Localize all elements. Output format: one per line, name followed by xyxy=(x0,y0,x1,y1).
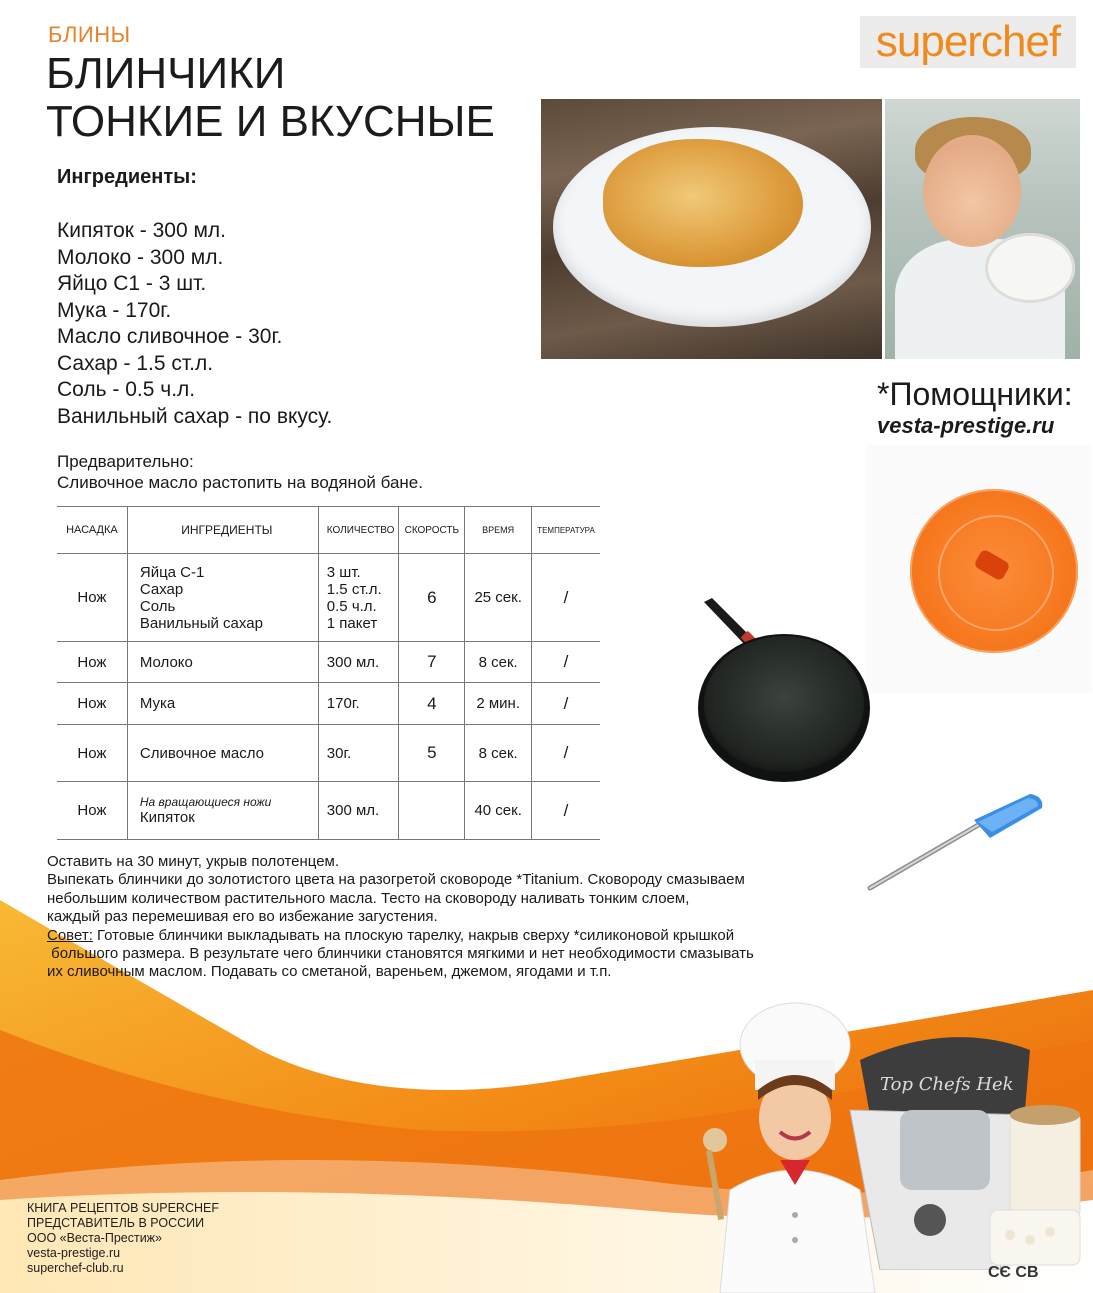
cell-temperature: / xyxy=(532,683,601,725)
cell-time: 8 сек. xyxy=(465,642,532,683)
tip-text: Готовые блинчики выкладывать на плоскую тарелку, накрыв сверху *силиконовой крышкой xyxy=(92,926,735,944)
helpers-label: *Помощники: xyxy=(877,376,1073,412)
footer-company: ООО «Веста-Престиж» xyxy=(27,1231,162,1245)
boy-face xyxy=(923,135,1021,247)
tip-line xyxy=(47,927,837,945)
ingredient-item: Соль - 0.5 ч.л. xyxy=(57,378,196,401)
cell-ingredient-line: Ванильный сахар xyxy=(139,614,263,632)
instruction-line: Выпекать блинчики до золотистого цвета на разогретой сковороде *Titanium. Сковороду смазываем xyxy=(47,871,745,889)
instruction-line: Оставить на 30 минут, укрыв полотенцем. xyxy=(47,853,340,870)
cell-quantity-line: 3 шт. xyxy=(326,563,361,581)
cell-ingredient-line: Яйца С-1 xyxy=(139,563,205,581)
table-row xyxy=(57,782,600,840)
col-header-nozzle: НАСАДКА xyxy=(57,507,127,554)
cell-quantity: 300 мл. xyxy=(318,642,399,683)
cell-ingredients xyxy=(127,782,318,840)
cell-speed xyxy=(399,782,465,840)
col-header-temperature: ТЕМПЕРАТУРА xyxy=(532,507,601,554)
cell-nozzle: Нож xyxy=(57,725,127,782)
instruction-line: небольшим количеством растительного масла. Тесто на сковороду наливать тонким слоем, xyxy=(47,889,690,907)
boy-plate xyxy=(985,233,1075,303)
table-row xyxy=(57,683,600,725)
instruction-line: каждый раз перемешивая его во избежание загустения. xyxy=(47,908,438,926)
cell-ingredients xyxy=(127,554,318,642)
tip-label: Совет: xyxy=(47,926,93,944)
footer-representative: ПРЕДСТАВИТЕЛЬ В РОССИИ xyxy=(27,1216,205,1230)
preliminary-text: Сливочное масло растопить на водяной бане. xyxy=(57,473,423,492)
cell-temperature: / xyxy=(532,782,601,840)
cell-time: 8 сек. xyxy=(465,725,532,782)
footer-link[interactable]: superchef-club.ru xyxy=(27,1261,124,1275)
recipe-category: БЛИНЫ xyxy=(48,22,131,47)
machine-label: Top Chefs Hek xyxy=(880,1074,1014,1095)
title-line-2: ТОНКИЕ И ВКУСНЫЕ xyxy=(46,97,495,146)
preliminary-label: Предварительно: xyxy=(57,452,194,471)
cell-speed: 5 xyxy=(399,725,465,782)
cell-ingredient-line: Соль xyxy=(139,597,176,615)
instruction-line: большого размера. В результате чего блинчики становятся мягкими и нет необходимости смазывать xyxy=(47,945,754,963)
cell-quantity: 300 мл. xyxy=(318,782,399,840)
col-header-quantity: КОЛИЧЕСТВО xyxy=(318,507,399,554)
boy-eating-photo xyxy=(885,99,1080,359)
cell-temperature: / xyxy=(532,554,601,642)
cell-temperature: / xyxy=(532,642,601,683)
footer-book-title: КНИГА РЕЦЕПТОВ SUPERCHEF xyxy=(27,1201,219,1215)
table-row xyxy=(57,642,600,683)
superchef-logo: superchef xyxy=(860,16,1076,68)
cell-quantity-line: 1 пакет xyxy=(326,614,378,632)
col-header-time: ВРЕМЯ xyxy=(465,507,532,554)
top-chef-machine-illustration xyxy=(840,1020,1090,1270)
cell-speed: 7 xyxy=(399,642,465,683)
cell-nozzle: Нож xyxy=(57,782,127,840)
cell-time: 2 мин. xyxy=(465,683,532,725)
pancake-shape xyxy=(603,139,803,267)
cell-nozzle: Нож xyxy=(57,642,127,683)
ingredient-item: Масло сливочное - 30г. xyxy=(57,325,283,348)
ingredient-item: Ванильный сахар - по вкусу. xyxy=(57,404,333,428)
preliminary-note xyxy=(57,451,423,493)
ingredient-item: Молоко - 300 мл. xyxy=(57,245,224,269)
recipe-title xyxy=(46,50,495,146)
cell-ingredients: Молоко xyxy=(127,642,318,683)
silicone-lid-image xyxy=(866,445,1092,693)
certification-marks: CЄ СВ xyxy=(988,1264,1039,1281)
col-header-speed: СКОРОСТЬ xyxy=(399,507,465,554)
cell-ingredients: Сливочное масло xyxy=(127,725,318,782)
cell-note: На вращающиеся ножи xyxy=(139,795,272,809)
cell-nozzle: Нож xyxy=(57,683,127,725)
col-header-ingredients: ИНГРЕДИЕНТЫ xyxy=(127,507,318,554)
cell-quantity: 170г. xyxy=(318,683,399,725)
frying-pan-icon xyxy=(690,590,870,790)
publisher-info xyxy=(27,1201,219,1276)
cell-quantity xyxy=(318,554,399,642)
pancake-photo xyxy=(541,99,882,359)
lid-icon xyxy=(910,489,1078,653)
cell-time: 40 сек. xyxy=(465,782,532,840)
cell-time: 25 сек. xyxy=(465,554,532,642)
cell-speed: 6 xyxy=(399,554,465,642)
title-line-1: БЛИНЧИКИ xyxy=(46,49,286,98)
ingredient-item: Сахар - 1.5 ст.л. xyxy=(57,351,214,375)
cell-ingredient-line: Сахар xyxy=(139,580,184,598)
cell-temperature: / xyxy=(532,725,601,782)
cell-nozzle: Нож xyxy=(57,554,127,642)
cooking-instructions xyxy=(47,853,837,982)
table-row xyxy=(57,554,600,642)
recipe-steps-table xyxy=(57,506,600,840)
cell-quantity: 30г. xyxy=(318,725,399,782)
ingredient-item: Мука - 170г. xyxy=(57,298,172,322)
cell-ingredients: Мука xyxy=(127,683,318,725)
ingredients-list xyxy=(57,218,332,430)
cell-speed: 4 xyxy=(399,683,465,725)
instruction-line: их сливочным маслом. Подавать со сметаной, вареньем, джемом, ягодами и т.п. xyxy=(47,963,612,981)
table-header-row xyxy=(57,507,600,554)
cell-quantity-line: 1.5 ст.л. xyxy=(326,580,382,598)
cell-ingredient-line: Кипяток xyxy=(139,809,195,826)
cell-quantity-line: 0.5 ч.л. xyxy=(326,597,377,615)
footer-link[interactable]: vesta-prestige.ru xyxy=(27,1246,121,1260)
ingredient-item: Кипяток - 300 мл. xyxy=(57,219,227,242)
ingredients-heading: Ингредиенты: xyxy=(57,166,197,188)
ingredient-item: Яйцо С1 - 3 шт. xyxy=(57,272,207,295)
helpers-url: vesta-prestige.ru xyxy=(877,413,1055,438)
table-row xyxy=(57,725,600,782)
